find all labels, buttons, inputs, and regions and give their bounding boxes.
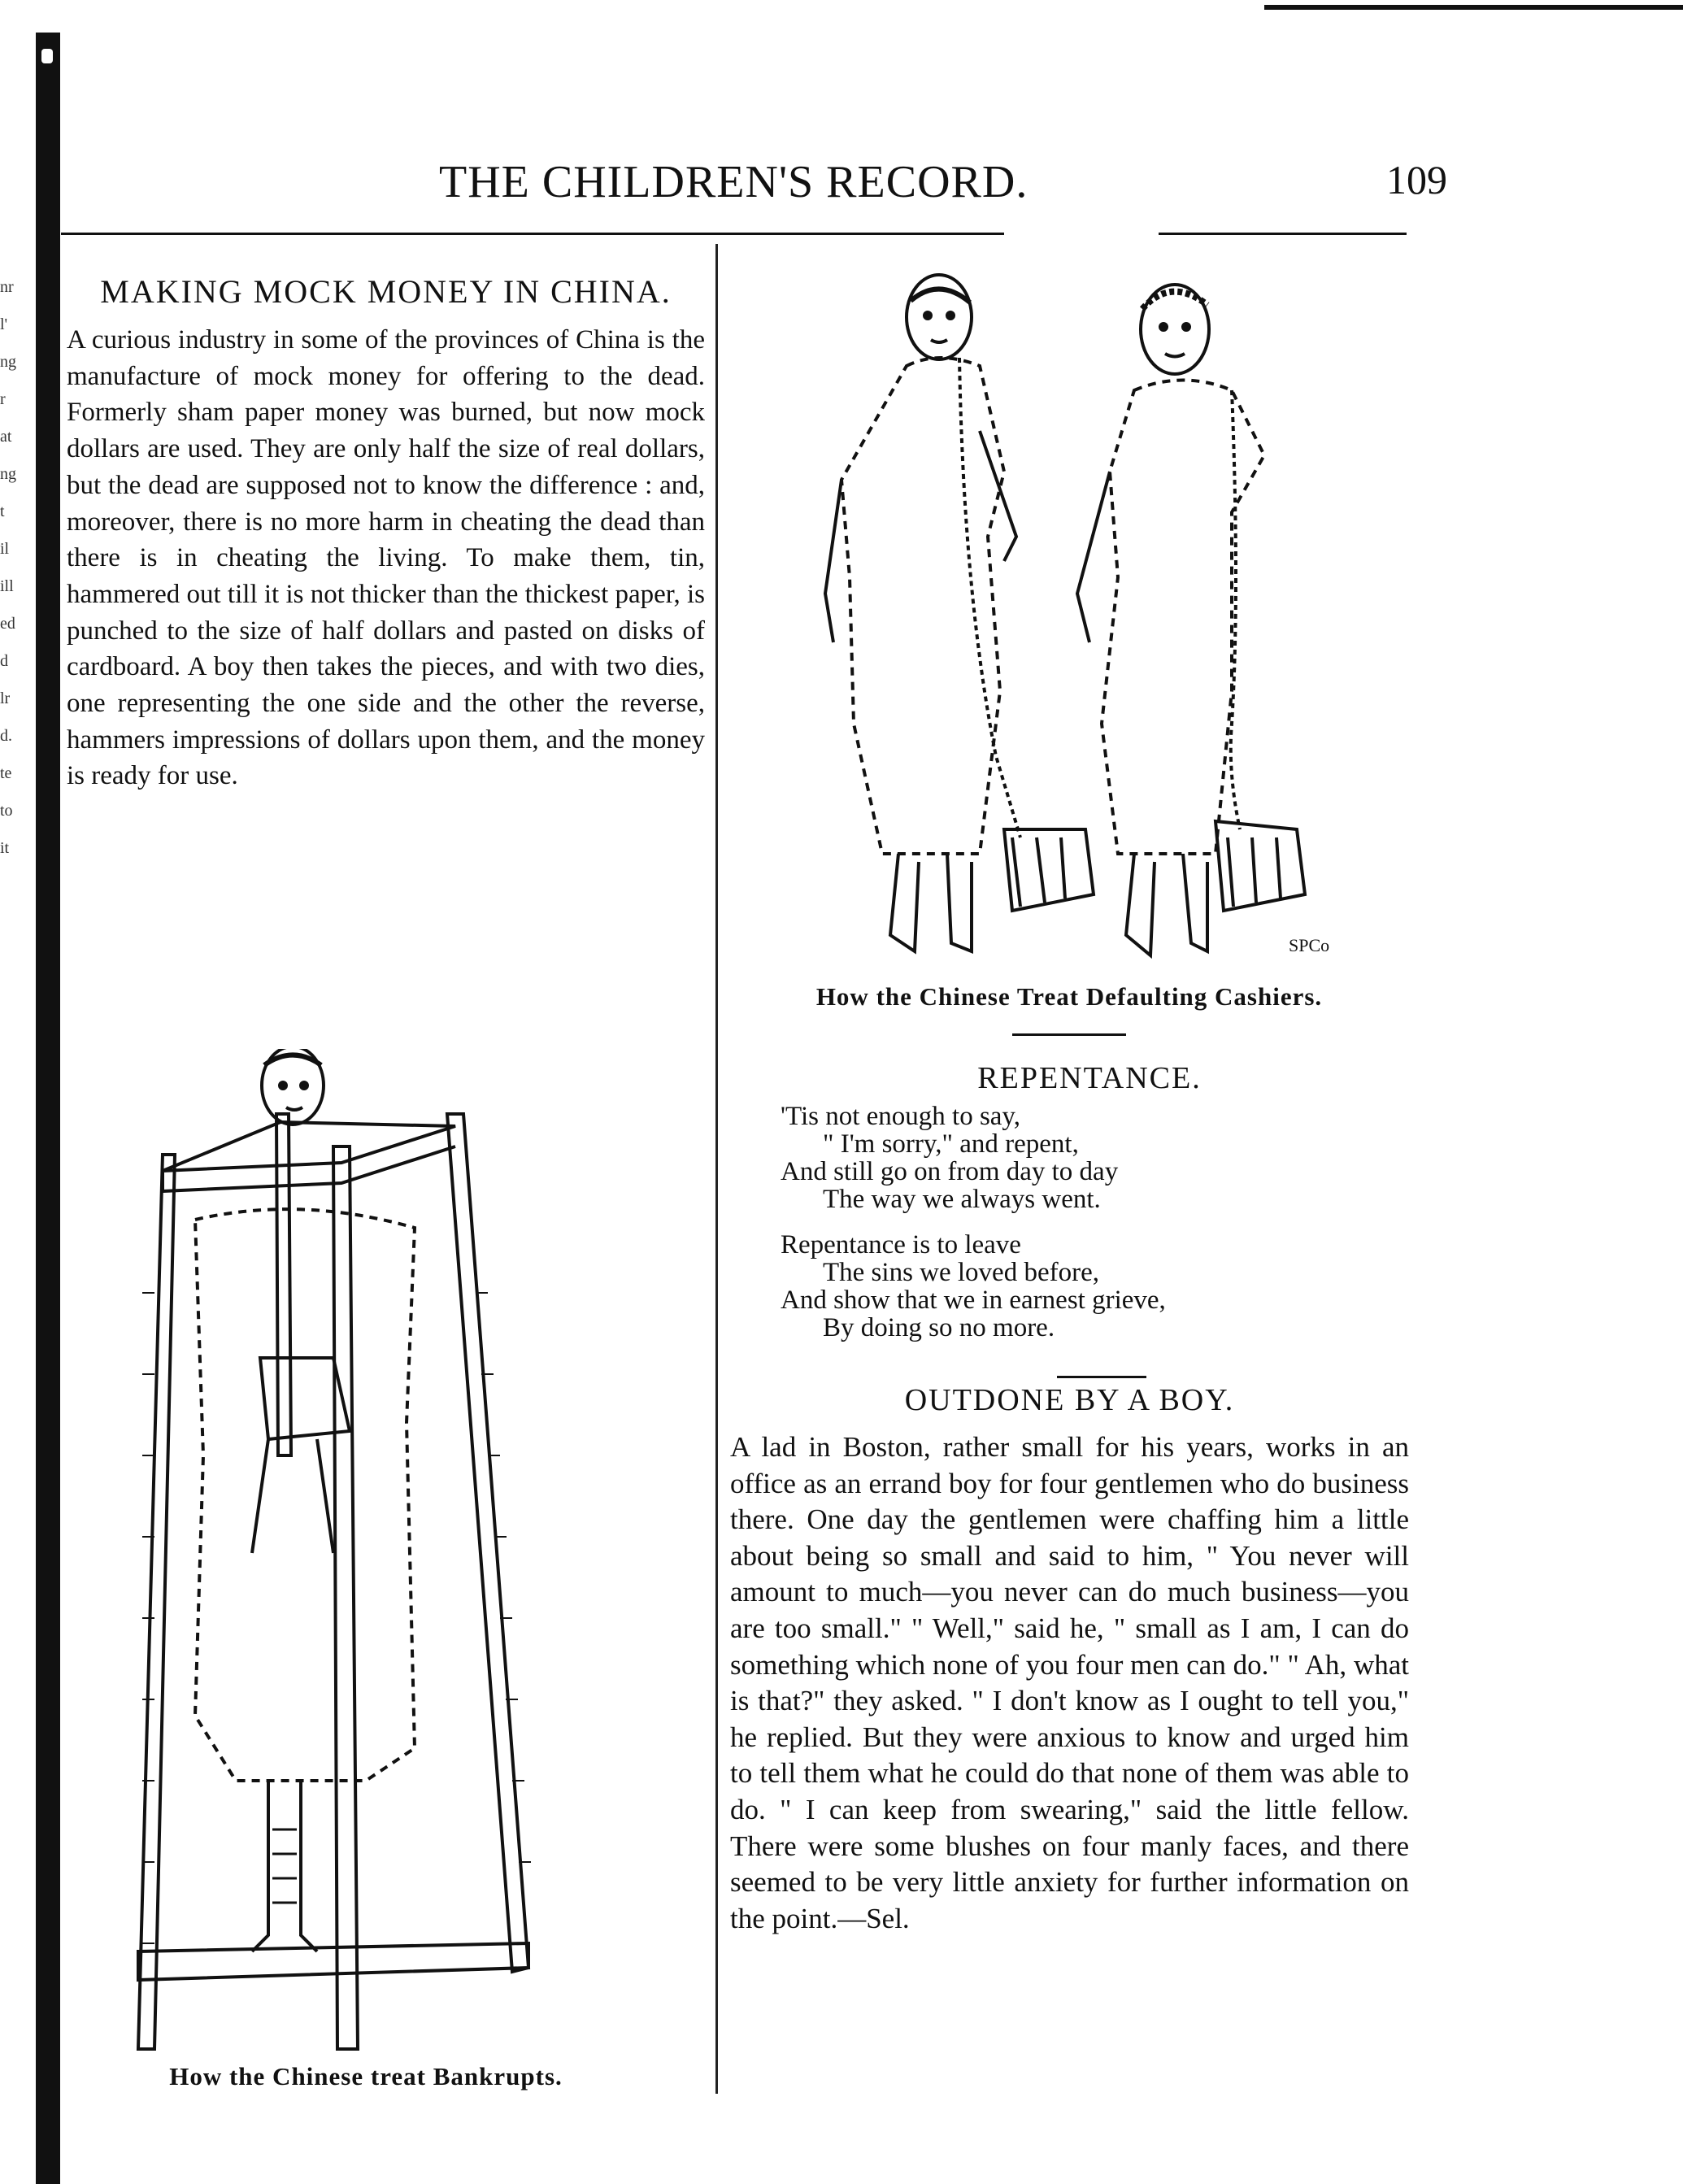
- poem-stanza-2: [781, 1231, 1398, 1342]
- margin-fragment: l': [0, 315, 8, 333]
- column-divider: [715, 244, 718, 2094]
- margin-fragment: ill: [0, 577, 14, 595]
- margin-fragment: te: [0, 764, 12, 782]
- illustration-bankrupts: [106, 1049, 610, 2057]
- neck-board: [163, 1122, 455, 1171]
- margin-fragment: ng: [0, 353, 16, 371]
- article-outdone-by-a-boy: [730, 1382, 1409, 2098]
- header-rule-right: [1159, 233, 1407, 235]
- margin-fragment: ng: [0, 465, 16, 483]
- page-number: 109: [1386, 157, 1447, 202]
- margin-fragment: d.: [0, 727, 12, 745]
- poem-line: And show that we in earnest grieve,: [781, 1286, 1166, 1315]
- margin-fragment: nr: [0, 278, 14, 296]
- page-binding-edge: [36, 33, 60, 2184]
- header-rule: [61, 233, 1004, 235]
- margin-fragment: it: [0, 839, 10, 857]
- margin-fragment: d: [0, 652, 8, 670]
- margin-fragment: lr: [0, 690, 11, 707]
- poem-line: The way we always went.: [823, 1185, 1101, 1214]
- article-title: MAKING MOCK MONEY IN CHINA.: [100, 273, 672, 310]
- margin-fragment: to: [0, 802, 13, 820]
- poem-stanza-1: [781, 1103, 1398, 1213]
- article-body: A lad in Boston, rather small for his years, works in an office as an errand boy for four gentlemen who do business there. One day the gentlemen were chaffing him a little about being so small and said to him, " You never will amount to much—you never can do much business—you are too small." " Well," said he, " small as I am, I can do something which none of you four men can do." " Ah, what is that?" they asked. " I don't know as I ought to tell you," he replied. But they were anxious to know and urged him to tell them what he could do that none of them was able to do. " I can keep from swearing," said the little fellow. There were some blushes on four manly faces, and there seemed to be very little anxiety for further information on the point.—Sel.: [730, 1431, 1409, 1934]
- facing-page-fragments: [0, 268, 33, 1244]
- section-rule: [1012, 1033, 1126, 1036]
- article-body: A curious industry in some of the provinces of China is the manufacture of mock money for offering to the dead. Formerly sham paper money was burned, but now mock dollars are used. They are only half the size of real dollars, but the dead are supposed not to know the difference : and, moreover, there is no more harm in cheating the dead than there is in cheating the living. To make them, tin, hammered out till it is not thicker than the thickest paper, is punched to the size of half dollars and pasted on disks of cardboard. A boy then takes the pieces, and with two dies, one representing the one side and the other the reverse, hammers impressions of dollars upon them, and the money is ready for use.: [67, 325, 705, 791]
- margin-fragment: at: [0, 428, 12, 446]
- margin-fragment: ed: [0, 615, 15, 633]
- poem-line: Repentance is to leave: [781, 1230, 1021, 1259]
- margin-fragment: t: [0, 502, 5, 520]
- top-edge-rule: [1264, 5, 1683, 10]
- caption-defaulting-cashiers: How the Chinese Treat Defaulting Cashiers.: [815, 982, 1323, 1011]
- poem-line: 'Tis not enough to say,: [781, 1102, 1021, 1131]
- illustration-defaulting-cashiers: [776, 268, 1394, 976]
- poem-line: By doing so no more.: [823, 1313, 1055, 1342]
- article-title: OUTDONE BY A BOY.: [904, 1383, 1235, 1417]
- caption-bankrupts: How the Chinese treat Bankrupts.: [169, 2062, 563, 2090]
- running-head: THE CHILDREN'S RECORD.: [439, 157, 1028, 207]
- poem-repentance: [781, 1060, 1398, 1369]
- binding-hole: [41, 49, 53, 63]
- poem-title: REPENTANCE.: [977, 1061, 1202, 1095]
- margin-fragment: r: [0, 390, 6, 408]
- cashier-figure-right: [1077, 285, 1305, 955]
- article-mock-money: [67, 272, 705, 955]
- section-rule: [1057, 1376, 1146, 1378]
- prisoner-robe: [195, 1209, 415, 1781]
- cashier-figure-left: [825, 275, 1094, 951]
- cage-base: [138, 1943, 528, 1980]
- margin-fragment: il: [0, 540, 10, 558]
- prisoner-head: [262, 1049, 324, 1125]
- poem-line: The sins we loved before,: [823, 1258, 1099, 1287]
- poem-line: And still go on from day to day: [781, 1157, 1119, 1186]
- artist-signature: SPCo: [1289, 935, 1330, 955]
- poem-line: " I'm sorry," and repent,: [823, 1129, 1079, 1159]
